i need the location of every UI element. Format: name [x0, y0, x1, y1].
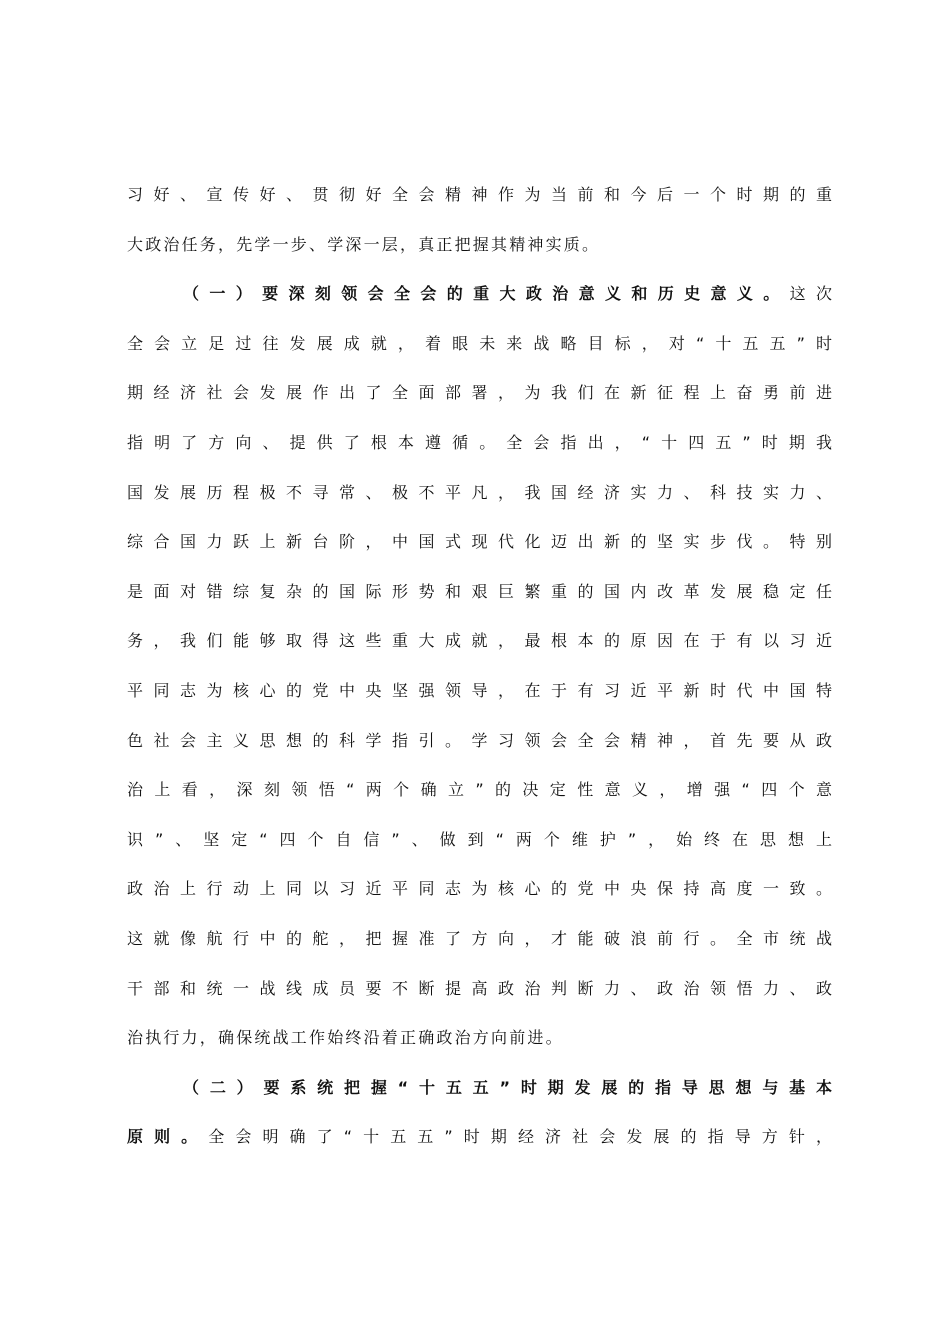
paragraph-continuation	[127, 182, 832, 281]
section-heading: （二）要系统把握“十五五”时期发展的指导思想与基本	[183, 1077, 832, 1097]
document-page	[127, 182, 832, 1174]
line-text: 是面对错综复杂的国际形势和艰巨繁重的国内改革发展稳定任	[127, 581, 832, 601]
text-line	[127, 182, 832, 232]
paragraph-section-2	[127, 1075, 832, 1174]
text-line	[127, 380, 832, 430]
line-text: 期经济社会发展作出了全面部署，为我们在新征程上奋勇前进	[127, 383, 832, 403]
text-line	[127, 678, 832, 728]
line-text: 这就像航行中的舵，把握准了方向，才能破浪前行。全市统战	[127, 928, 832, 948]
line-text: 政治上行动上同以习近平同志为核心的党中央保持高度一致。	[127, 879, 832, 899]
text-line	[127, 728, 832, 778]
text-line	[127, 926, 832, 976]
line-text: 治上看，深刻领悟“两个确立”的决定性意义，增强“四个意	[127, 780, 832, 800]
text-line	[127, 976, 832, 1026]
paragraph-section-1	[127, 281, 832, 1075]
text-line	[127, 430, 832, 480]
line-text: 指明了方向、提供了根本遵循。全会指出，“十四五”时期我	[127, 432, 832, 452]
text-line	[127, 1075, 832, 1125]
line-text: 识”、坚定“四个自信”、做到“两个维护”，始终在思想上	[127, 829, 832, 849]
section-heading-continued: 原则。	[127, 1127, 209, 1147]
line-text: 这次	[789, 284, 833, 304]
line-text: 国发展历程极不寻常、极不平凡，我国经济实力、科技实力、	[127, 482, 832, 502]
text-line	[127, 1025, 832, 1075]
text-line	[127, 876, 832, 926]
text-line	[127, 777, 832, 827]
text-line	[127, 827, 832, 877]
text-line	[127, 281, 832, 331]
line-text: 习好、宣传好、贯彻好全会精神作为当前和今后一个时期的重	[127, 185, 832, 204]
line-text: 综合国力跃上新台阶，中国式现代化迈出新的坚实步伐。特别	[127, 532, 832, 552]
text-line	[127, 480, 832, 530]
line-text: 全会明确了“十五五”时期经济社会发展的指导方针，	[208, 1127, 832, 1147]
text-line	[127, 1124, 832, 1174]
line-text: 治执行力，确保统战工作始终沿着正确政治方向前进。	[127, 1028, 564, 1048]
line-text: 干部和统一战线成员要不断提高政治判断力、政治领悟力、政	[127, 978, 832, 998]
text-line	[127, 232, 832, 282]
line-text: 全会立足过往发展成就，着眼未来战略目标，对“十五五”时	[127, 333, 832, 353]
text-line	[127, 579, 832, 629]
line-text: 务，我们能够取得这些重大成就，最根本的原因在于有以习近	[127, 631, 832, 651]
section-heading: （一）要深刻领会全会的重大政治意义和历史意义。	[183, 284, 790, 304]
text-line	[127, 529, 832, 579]
line-text: 色社会主义思想的科学指引。学习领会全会精神，首先要从政	[127, 730, 832, 750]
text-line	[127, 628, 832, 678]
text-line	[127, 331, 832, 381]
line-text: 平同志为核心的党中央坚强领导，在于有习近平新时代中国特	[127, 680, 832, 700]
line-text: 大政治任务，先学一步、学深一层，真正把握其精神实质。	[127, 234, 601, 254]
